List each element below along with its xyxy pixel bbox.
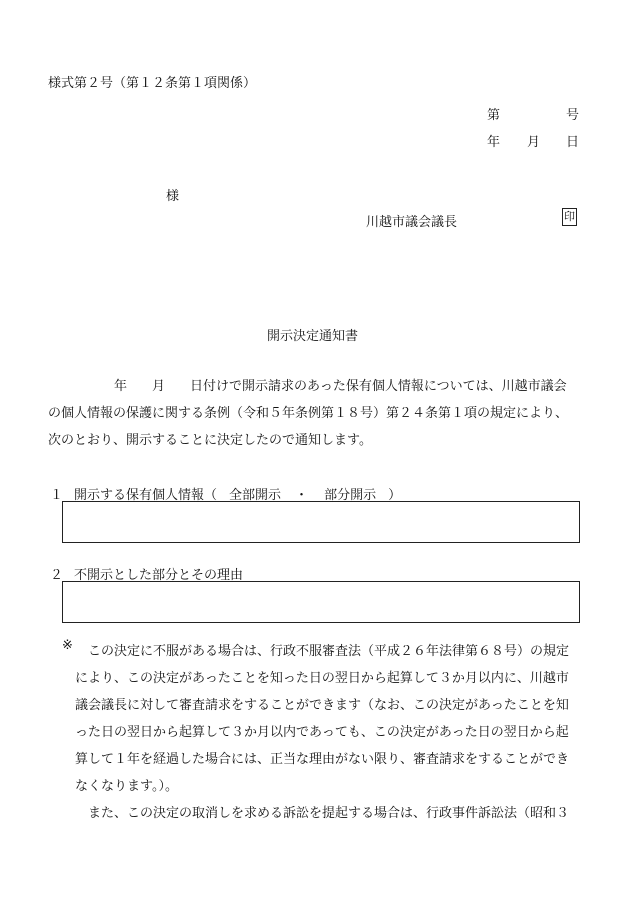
notice-line-4: った日の翌日から起算して３か月以内であっても、この決定があった日の翌日から起 [75,725,569,740]
notice-line-3: 議会議長に対して審査請求をすることができます（なお、この決定があったことを知 [75,698,569,713]
notice-paragraph [62,638,582,827]
item1-label: 開示する保有個人情報（ [74,488,218,503]
addressee-suffix: 様 [166,189,180,204]
seal-mark [562,208,577,226]
notice-line-6: なくなります。）。 [75,779,178,794]
document-title: 開示決定通知書 [267,329,359,344]
body-line-2: の個人情報の保護に関する条例（令和５年条例第１８号）第２４条第１項の規定により、 [48,406,569,421]
item1-option-partial: 部分開示 [324,488,377,503]
body-date-year: 年 [114,379,128,394]
date-year: 年 [487,135,501,150]
body-line-1 [48,373,588,400]
item1-close: ） [388,488,402,503]
item1-separator: ・ [295,488,309,503]
item1-answer-box [62,501,580,543]
date-month: 月 [527,135,541,150]
doc-number-dai: 第 [487,108,501,123]
date-day: 日 [566,135,580,150]
notice-line-2: により、この決定があったことを知った日の翌日から起算して３か月以内に、川越市 [75,671,569,686]
seal-box: 印 [562,208,577,226]
sender-name: 川越市議会議長 [366,215,458,230]
notice-line-7: また、この決定の取消しを求める訴訟を提起する場合は、行政事件訴訟法（昭和３ [88,806,570,821]
item2-answer-box [62,581,580,623]
item1-option-full: 全部開示 [229,488,282,503]
item1-number: １ [50,488,64,503]
body-line-1-text: 日付けで開示請求のあった保有個人情報については、川越市議会 [190,379,567,394]
form-label: 様式第２号（第１２条第１項関係） [48,76,257,91]
doc-number-go: 号 [566,108,580,123]
item2-label: 不開示とした部分とその理由 [74,568,244,583]
item2-number: ２ [50,568,64,583]
notice-line-1: この決定に不服がある場合は、行政不服審査法（平成２６年法律第６８号）の規定 [88,644,570,659]
notice-line-5: 算して１年を経過した場合には、正当な理由がない限り、審査請求をすることができ [75,752,570,767]
body-line-3: 次のとおり、開示することに決定したので通知します。 [48,433,372,448]
notice-mark: ※ [62,638,73,653]
body-date-month: 月 [152,379,166,394]
body-paragraph [48,373,588,454]
